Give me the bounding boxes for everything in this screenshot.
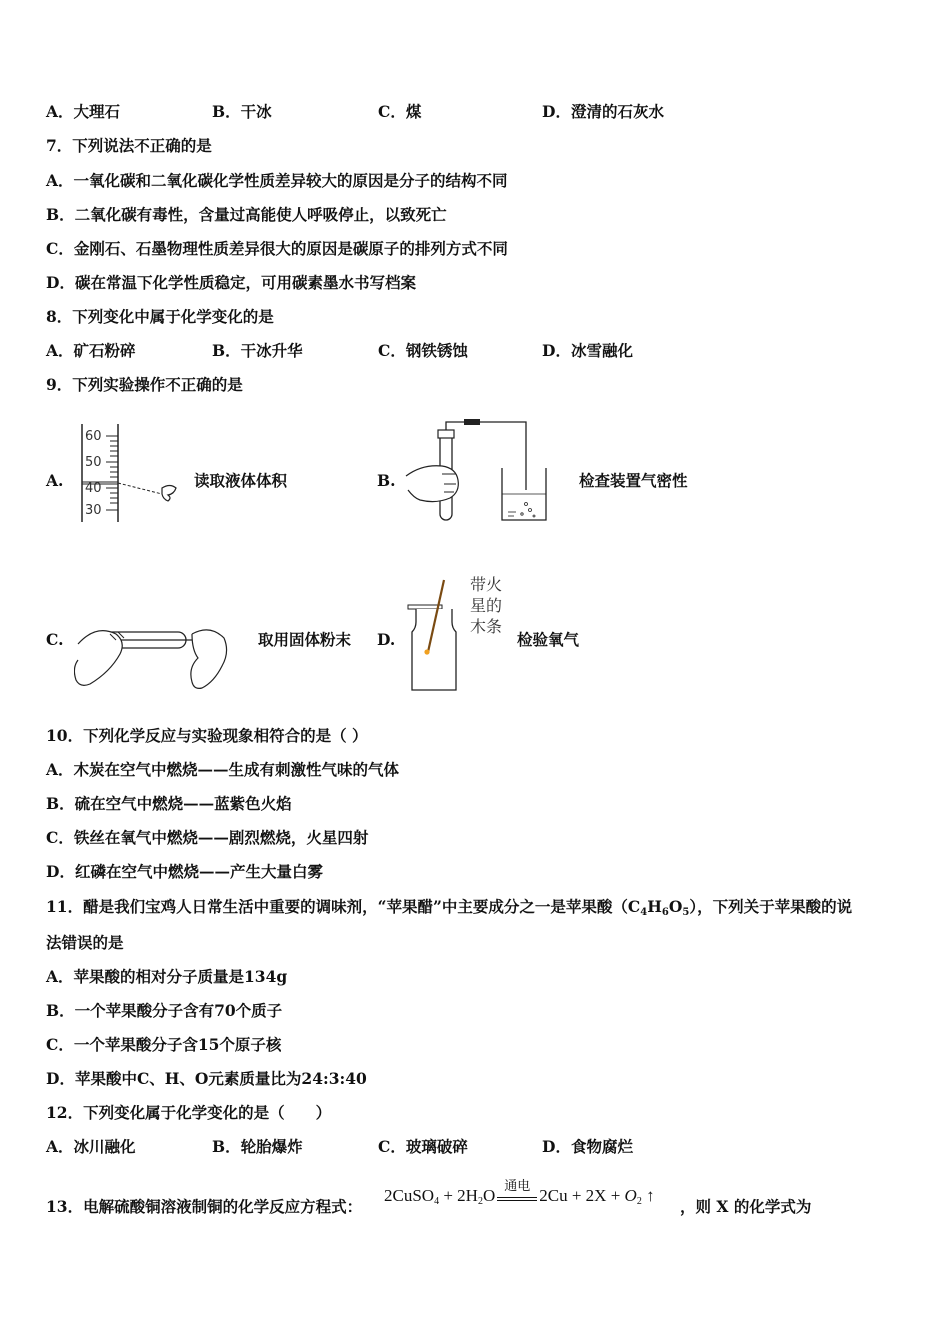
q10-option-b: B．硫在空气中燃烧——蓝紫色火焰 (46, 794, 292, 813)
splint-label-line-1: 带火 (470, 575, 503, 594)
q13-stem: 13．电解硫酸铜溶液制铜的化学反应方程式： (46, 1197, 363, 1216)
malic-acid-formula: $C_4H_6O_5$ (627, 897, 690, 918)
q12-option-c: C．玻璃破碎 (378, 1137, 468, 1156)
reaction-condition: 通电 (504, 1179, 531, 1194)
eye-icon (162, 486, 176, 502)
reaction-arrow (497, 1179, 537, 1201)
splint-label-line-2: 星的 (470, 596, 503, 615)
q7-option-d: D．碳在常温下化学性质稳定，可用碳素墨水书写档案 (46, 273, 416, 292)
q13-tail: ，则 X 的化学式为 (680, 1197, 812, 1216)
q12-stem: 12．下列变化属于化学变化的是（ ） (46, 1103, 332, 1122)
splint-label-line-3: 木条 (470, 617, 503, 636)
q9-caption-d: 检验氧气 (517, 630, 580, 649)
q9-caption-b: 检查装置气密性 (579, 471, 688, 490)
oxygen-test-figure (406, 574, 514, 694)
q8-option-c: C．钢铁锈蚀 (378, 341, 468, 360)
airtightness-apparatus-figure (404, 418, 554, 526)
q7-option-c: C．金刚石、石墨物理性质差异很大的原因是碳原子的排列方式不同 (46, 239, 508, 258)
tick-40: 40 (85, 481, 102, 496)
q9-label-d: D. (377, 630, 396, 649)
q12-option-b: B．轮胎爆炸 (212, 1137, 303, 1156)
q6-option-d: D．澄清的石灰水 (542, 102, 664, 121)
q9-label-c: C. (46, 630, 64, 649)
q9-caption-c: 取用固体粉末 (258, 630, 352, 649)
q9-label-a: A. (46, 471, 64, 490)
powder-transfer-figure (74, 614, 234, 692)
q6-option-c: C．煤 (378, 102, 422, 121)
graduated-cylinder-figure (76, 422, 186, 524)
q8-option-d: D．冰雪融化 (542, 341, 633, 360)
q9-label-b: B. (377, 471, 396, 490)
q6-option-a: A．大理石 (46, 102, 121, 121)
tick-50: 50 (85, 455, 102, 470)
q8-option-b: B．干冰升华 (212, 341, 303, 360)
q10-option-a: A．木炭在空气中燃烧——生成有刺激性气味的气体 (46, 760, 400, 779)
q7-option-b: B．二氧化碳有毒性，含量过高能使人呼吸停止，以致死亡 (46, 205, 447, 224)
q11-stem-line-1: 11．醋是我们宝鸡人日常生活中重要的调味剂，“苹果醋”中主要成分之一是苹果酸$(C_4H_6O_5)$，下列关于苹果酸的说 (46, 897, 853, 918)
q11-option-c: C．一个苹果酸分子含15个原子核 (46, 1035, 282, 1054)
q12-option-a: A．冰川融化 (46, 1137, 136, 1156)
q7-stem: 7．下列说法不正确的是 (46, 136, 212, 155)
tick-30: 30 (85, 503, 102, 518)
q7-option-a: A．一氧化碳和二氧化碳化学性质差异较大的原因是分子的结构不同 (46, 171, 508, 190)
q9-caption-a: 读取液体体积 (194, 471, 288, 490)
electrolysis-equation: 2CuSO$_4$ + $2H_2O$ 通电 $2Cu + 2X + O_2$ ↑ (384, 1186, 655, 1206)
tick-60: 60 (85, 429, 102, 444)
q11-stem-line-2: 法错误的是 (46, 933, 124, 952)
q12-option-d: D．食物腐烂 (542, 1137, 633, 1156)
q11-option-a: A．苹果酸的相对分子质量是134g (46, 967, 288, 986)
q11-option-d: D．苹果酸中C、H、O元素质量比为24:3:40 (46, 1069, 367, 1088)
q8-stem: 8．下列变化中属于化学变化的是 (46, 307, 274, 326)
q9-stem: 9．下列实验操作不正确的是 (46, 375, 243, 394)
q10-option-c: C．铁丝在氧气中燃烧——剧烈燃烧，火星四射 (46, 828, 369, 847)
q8-option-a: A．矿石粉碎 (46, 341, 136, 360)
q11-option-b: B．一个苹果酸分子含有70个质子 (46, 1001, 283, 1020)
q10-option-d: D．红磷在空气中燃烧——产生大量白雾 (46, 862, 323, 881)
q6-option-b: B．干冰 (212, 102, 272, 121)
q10-stem: 10．下列化学反应与实验现象相符合的是（ ） (46, 726, 368, 745)
